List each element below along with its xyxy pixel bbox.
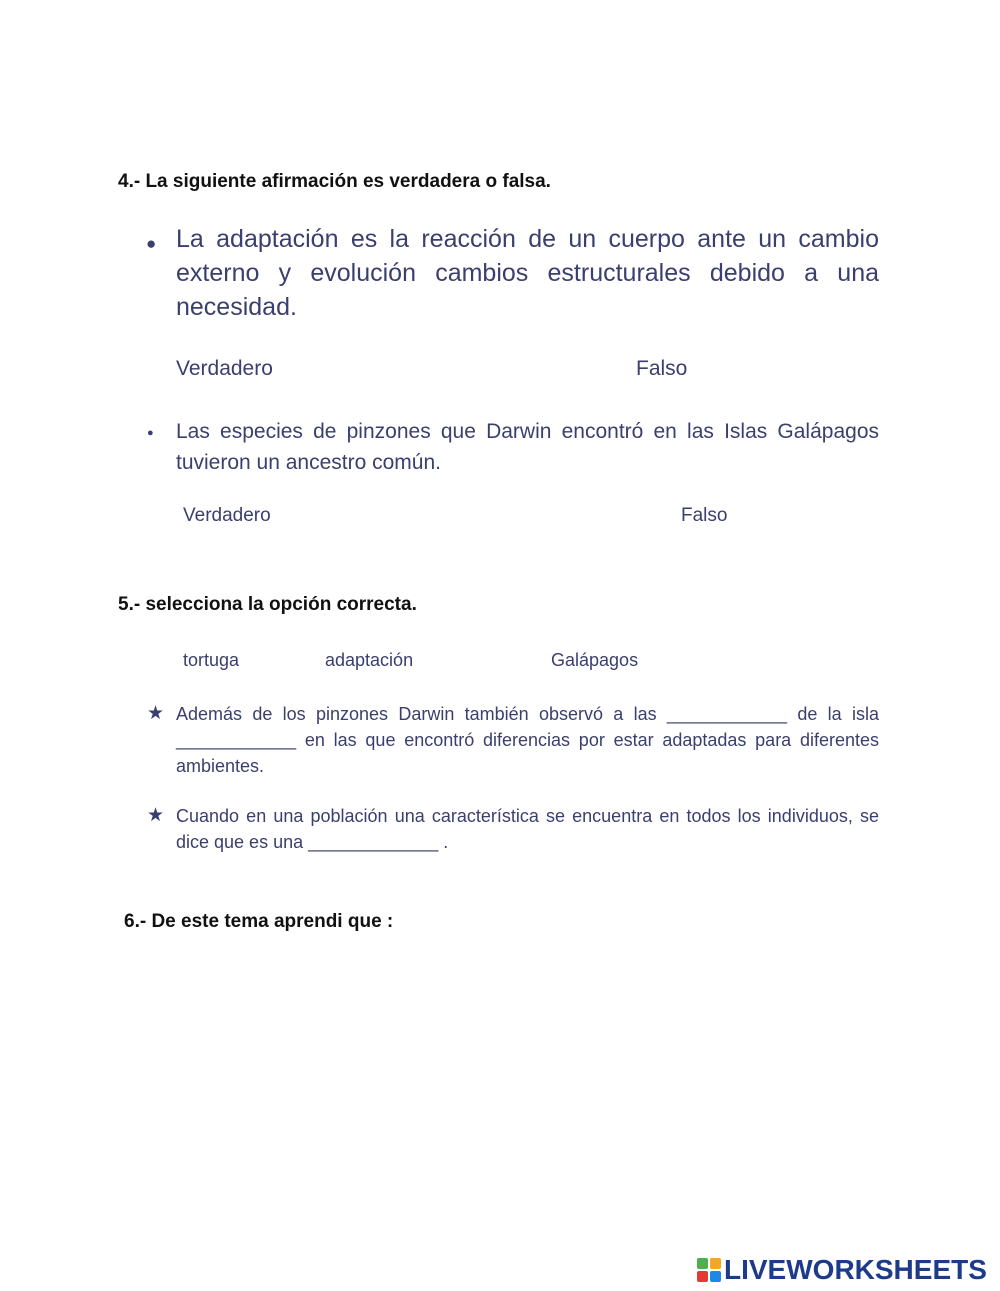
- bullet-icon: ●: [147, 427, 154, 439]
- option-true-1[interactable]: Verdadero: [176, 357, 273, 380]
- fill-blank-2: Cuando en una población una característica se encuentra en todos los individuos, se dice que es una _____________ .: [176, 806, 879, 852]
- logo-mark-icon: [697, 1258, 721, 1282]
- section-6-heading: 6.- De este tema aprendi que :: [124, 911, 394, 932]
- star-icon: ★: [147, 805, 165, 826]
- brand-name: LIVEWORKSHEETS: [724, 1254, 987, 1285]
- fill-blank-1: Además de los pinzones Darwin también observó a las ____________ de la isla ____________ en las que encontró diferencias por estar adaptadas para diferentes ambientes.: [176, 704, 879, 776]
- section-5-heading: 5.- selecciona la opción correcta.: [118, 594, 417, 615]
- star-icon: ★: [147, 703, 165, 724]
- word-bank-item[interactable]: tortuga: [183, 650, 240, 670]
- section-4-heading: 4.- La siguiente afirmación es verdadera o falsa.: [118, 171, 551, 192]
- statement-1: La adaptación es la reacción de un cuerpo ante un cambio externo y evolución cambios estructurales debido a una necesidad.: [176, 225, 879, 321]
- option-true-2[interactable]: Verdadero: [183, 505, 271, 526]
- word-bank-item[interactable]: adaptación: [325, 650, 414, 670]
- liveworksheets-logo: [697, 1255, 987, 1285]
- statement-2: Las especies de pinzones que Darwin encontró en las Islas Galápagos tuvieron un ancestro común.: [176, 420, 879, 474]
- bullet-icon: ●: [146, 234, 157, 253]
- word-bank-item[interactable]: Galápagos: [551, 650, 639, 670]
- option-false-1[interactable]: Falso: [636, 357, 688, 380]
- option-false-2[interactable]: Falso: [681, 505, 728, 526]
